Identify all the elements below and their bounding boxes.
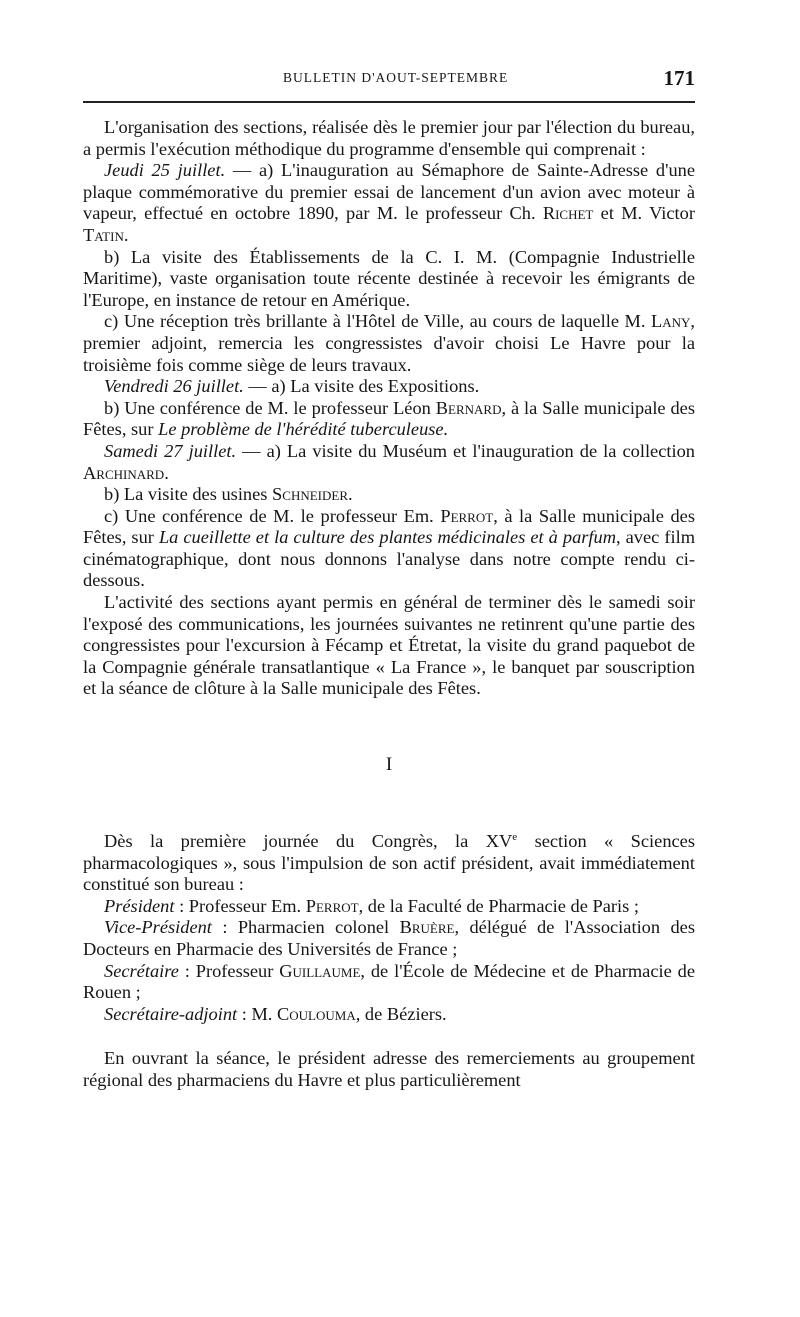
role-label: Secrétaire xyxy=(104,960,179,981)
paragraph-activite: L'activité des sections ayant permis en général de terminer dès le samedi soir l'exposé des communications, les journées suivantes ne retinrent qu'une partie des congressistes pour l'excursion à Fécamp et Étretat, la visite du grand paquebot de la Compagnie générale transatlantique « La France », le banquet par souscription et la séance de clôture à la Salle municipale des Fêtes. xyxy=(83,592,695,699)
bureau-president xyxy=(83,896,695,918)
name-bernard: Bernard xyxy=(435,397,502,418)
paragraph-seance: En ouvrant la séance, le président adresse des remerciements au groupement régional des pharmaciens du Havre et plus particulièrement xyxy=(83,1047,695,1090)
paragraph-bernard xyxy=(83,398,695,441)
date-samedi: Samedi 27 juillet. xyxy=(104,440,237,461)
text-span: . xyxy=(348,484,353,505)
paragraph-perrot-conference xyxy=(83,506,695,592)
role-label: Secrétaire-adjoint xyxy=(104,1003,238,1024)
text-span: : Professeur xyxy=(178,960,280,981)
name-richet: Richet xyxy=(542,203,594,224)
text-span: , de l'École de Médecine et de Pharmacie de Rouen ; xyxy=(83,960,695,1003)
text-span: b) Une conférence de M. le professeur Léon xyxy=(104,397,436,418)
text-span: , premier adjoint, remercia les congressistes d'avoir choisi Le Havre pour la troisième fois comme siège de leurs travaux. xyxy=(83,311,695,375)
running-title: BULLETIN D'AOUT-SEPTEMBRE xyxy=(283,70,509,85)
body-text xyxy=(83,117,695,1091)
lecture-title: Le problème de l'hérédité tuberculeuse. xyxy=(158,419,449,440)
superscript: e xyxy=(512,830,518,843)
role-label: Président xyxy=(104,895,175,916)
text-span: , à la Salle municipale des Fêtes, sur xyxy=(83,505,695,548)
member-name: Bruère xyxy=(399,917,455,938)
text-span: , avec film cinématographique, dont nous donnons l'analyse dans notre compte rendu ci-dessous. xyxy=(83,527,695,591)
paragraph-vendredi xyxy=(83,376,695,398)
text-span: section « Sciences pharmacologiques », sous l'impulsion de son actif président, avait immédiatement constitué son bureau : xyxy=(83,831,695,895)
text-span: Dès la première journée du Congrès, la XV xyxy=(104,831,513,852)
name-perrot: Perrot xyxy=(440,505,494,526)
header-rule xyxy=(83,101,695,103)
name-lany: Lany xyxy=(650,311,691,332)
text-span: : M. xyxy=(237,1003,277,1024)
text-span: — a) L'inauguration au Sémaphore de Sainte-Adresse d'une plaque commémorative du premier essai de lancement d'un avion avec moteur à vapeur, effectué en octobre 1890, par M. le professeur Ch. xyxy=(83,160,695,224)
bureau-vice-president xyxy=(83,917,695,960)
name-tatin: Tatin xyxy=(83,224,124,245)
running-header xyxy=(83,66,695,96)
paragraph-jeudi xyxy=(83,160,695,246)
paragraph-intro: L'organisation des sections, réalisée dès le premier jour par l'élection du bureau, a permis l'exécution méthodique du programme d'ensemble qui comprenait : xyxy=(83,117,695,159)
member-name: Coulouma xyxy=(277,1003,356,1024)
text-span: et M. Victor xyxy=(593,203,695,224)
role-label: Vice-Président xyxy=(104,917,212,938)
text-span: . xyxy=(123,224,129,245)
paragraph-cim: b) La visite des Établissements de la C. I. M. (Compagnie Industrielle Maritime), vaste organisation toute récente destinée à recevoir les émigrants de l'Europe, en instance de retour en Amérique. xyxy=(83,246,695,310)
member-name: Perrot xyxy=(305,895,359,916)
text-span: , de la Faculté de Pharmacie de Paris ; xyxy=(358,895,639,916)
section-numeral: I xyxy=(385,754,393,776)
name-schneider: Schneider xyxy=(272,484,348,505)
text-span: , à la Salle municipale des Fêtes, sur xyxy=(83,397,696,440)
text-span: — a) La visite du Muséum et l'inauguration de la collection xyxy=(236,440,695,461)
text-span: — a) La visite des Expositions. xyxy=(243,376,480,397)
bureau-secretaire xyxy=(83,961,695,1004)
bureau-secretaire-adjoint xyxy=(83,1004,695,1026)
text-span: c) Une réception très brillante à l'Hôtel de Ville, au cours de laquelle M. xyxy=(104,311,651,332)
text-span: , délégué de l'Association des Docteurs en Pharmacie des Universités de France ; xyxy=(83,917,695,959)
text-span: : Pharmacien colonel xyxy=(211,917,400,938)
text-span: c) Une conférence de M. le professeur Em. xyxy=(104,505,441,526)
date-jeudi: Jeudi 25 juillet. xyxy=(104,160,226,181)
page-number: 171 xyxy=(663,66,695,90)
paragraph-premiere-journee xyxy=(83,831,695,896)
text-span: , de Béziers. xyxy=(355,1003,447,1024)
text-span: : Professeur Em. xyxy=(174,895,306,916)
paragraph-samedi xyxy=(83,441,695,484)
member-name: Guillaume xyxy=(279,960,361,981)
paragraph-reception xyxy=(83,311,695,376)
text-span: b) La visite des usines xyxy=(104,484,273,505)
text-span: . xyxy=(164,462,169,483)
date-vendredi: Vendredi 26 juillet. xyxy=(104,376,244,397)
paragraph-schneider xyxy=(83,484,695,506)
conference-title: La cueillette et la culture des plantes médicinales et à parfum xyxy=(158,527,617,548)
name-archinard: Archinard xyxy=(83,462,165,483)
